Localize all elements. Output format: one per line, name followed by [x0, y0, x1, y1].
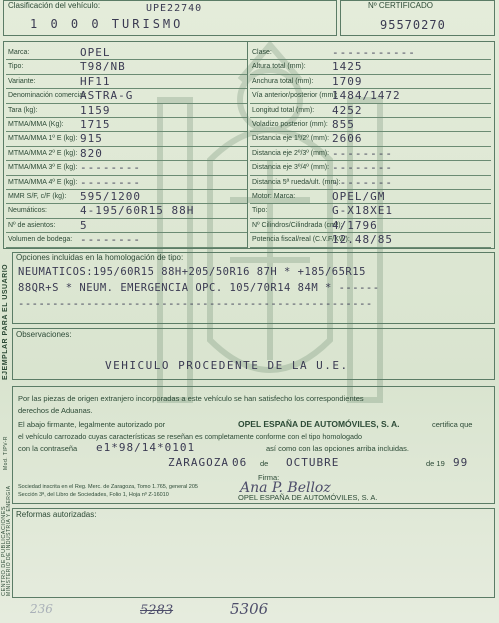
clasificacion-code: UPE22740 [146, 3, 203, 14]
field-label: Marca: [8, 49, 30, 56]
firma-label: Firma: [258, 473, 280, 482]
field-value: -------- [332, 146, 393, 160]
field-row-line [6, 146, 247, 147]
field-label: Clase: [252, 49, 272, 56]
mod-side-text: Mod. TIPV-R [3, 435, 9, 470]
month-value: OCTUBRE [286, 456, 340, 469]
aduanas-text-1: Por las piezas de origen extranjero incorporadas a este vehículo se han satisfecho los correspondientes [18, 394, 364, 403]
field-value: 4252 [332, 103, 363, 117]
field-row-line [6, 59, 247, 60]
field-value: 855 [332, 118, 355, 131]
field-value: -------- [332, 161, 393, 175]
clasificacion-value: 1 0 0 0 TURISMO [30, 17, 184, 31]
field-value: 1484/1472 [332, 89, 401, 103]
aduanas-text-2: derechos de Aduanas. [18, 406, 93, 415]
firmante-text-2: el vehículo carrozado cuyas características se reseñan es completamente conforme con el tipo homologado [18, 432, 362, 441]
field-label: Distancia 5ª rueda/ult. (mm): [252, 178, 341, 186]
field-row-line [6, 131, 247, 132]
field-value: OPEL/GM [332, 190, 386, 203]
firmante-text-3b: así como con las opciones arriba incluidas. [266, 444, 409, 453]
field-row-line [250, 103, 491, 104]
field-label: Variante: [8, 77, 36, 85]
year-prefix: de 19 [426, 459, 445, 468]
field-label: Vía anterior/posterior (mm): [252, 92, 338, 100]
city-value: ZARAGOZA [168, 456, 229, 469]
field-label: Distancia eje 3º/4º (mm): [252, 164, 330, 172]
ejemplar-side-text: EJEMPLAR PARA EL USUARIO [2, 263, 9, 380]
field-value: OPEL [80, 46, 111, 59]
observaciones-value: VEHICULO PROCEDENTE DE LA U.E. [105, 359, 349, 372]
field-label: MMR S/F, c/F (kg): [8, 193, 67, 200]
field-label: MTMA/MMA 4º E (kg): [8, 178, 78, 186]
field-label: Voladizo posterior (mm): [252, 121, 328, 128]
de-label: de [260, 459, 269, 468]
opciones-line-1: NEUMATICOS:195/60R15 88H+205/50R16 87H * +185/65R15 [18, 266, 366, 278]
centro-side-text: CENTRO DE PUBLICACIONES [1, 505, 7, 596]
field-value: -------- [80, 175, 141, 189]
field-label: Altura total (mm): [252, 63, 306, 71]
firmante-text-1b: certifica que [432, 420, 473, 429]
field-label: MTMA/MMA 3º E (kg): [8, 164, 78, 172]
field-row-line [6, 117, 247, 118]
field-label: Nº Cilindros/Cilindrada (cm³): [252, 221, 343, 229]
field-row-line [250, 117, 491, 118]
field-row-line [6, 247, 247, 248]
clasificacion-label: Clasificación del vehículo: [8, 1, 101, 10]
field-label: MTMA/MMA (Kg): [8, 121, 64, 128]
registro-line-2: Sección 3ª, del Libro de Sociedades, Folio 1, Hoja nº Z-16010 [18, 492, 169, 498]
field-label: Tipo: [8, 63, 24, 71]
field-value: ASTRA-G [80, 89, 134, 103]
year-suffix: 99 [453, 456, 469, 469]
ministerio-side-text: MINISTERIO DE INDUSTRIA Y ENERGIA [6, 485, 12, 596]
day-value: 06 [232, 456, 248, 469]
field-row-line [6, 218, 247, 219]
field-label: Tipo: [252, 207, 268, 215]
field-value: 1425 [332, 60, 363, 74]
field-value: -------- [80, 161, 141, 175]
field-value: 595/1200 [80, 190, 141, 203]
field-value: G-X18XE1 [332, 204, 393, 218]
field-value: 4-195/60R15 88H [80, 204, 195, 218]
field-row-line [250, 59, 491, 60]
company-footer: OPEL ESPAÑA DE AUTOMÓVILES, S. A. [238, 493, 378, 502]
handwritten-number-3: 5306 [230, 600, 269, 618]
field-label: Nº de asientos: [8, 221, 56, 229]
field-value: ----------- [332, 46, 416, 59]
field-label: Anchura total (mm): [252, 77, 314, 85]
field-row-line [250, 74, 491, 75]
field-label: Volumen de bodega: [8, 236, 73, 244]
opciones-label: Opciones incluidas en la homologación de tipo: [16, 253, 184, 262]
opciones-line-3: ---------------------------------------------------- [18, 298, 373, 310]
firmante-text-3a: con la contraseña [18, 444, 78, 453]
field-label: Neumáticos: [8, 207, 47, 215]
field-label: MTMA/MMA 2º E (kg): [8, 149, 78, 157]
field-value: 1709 [332, 74, 363, 88]
opciones-line-2: 88QR+S * NEUM. EMERGENCIA OPC. 105/70R14 84M * ------ [18, 282, 380, 294]
field-row-line [6, 103, 247, 104]
field-label: Distancia eje 1º/2º (mm): [252, 135, 330, 143]
registro-line-1: Sociedad inscrita en el Reg. Merc. de Zaragoza, Tomo 1.765, general 205 [18, 484, 198, 490]
field-label: Potencia fiscal/real (C.V.F/KW): [252, 236, 350, 244]
field-value: 2606 [332, 132, 363, 146]
certificado-value: 95570270 [380, 18, 446, 32]
reformas-label: Reformas autorizadas: [16, 510, 97, 519]
field-value: 5 [80, 218, 88, 232]
column-divider [247, 41, 248, 249]
field-value: 1715 [80, 118, 111, 131]
field-label: Longitud total (mm): [252, 106, 315, 114]
signature: Ana P. Belloz [240, 480, 331, 496]
firmante-company: OPEL ESPAÑA DE AUTOMÓVILES, S. A. [238, 419, 400, 429]
handwritten-number-2: 5283 [140, 603, 174, 618]
field-label: Denominación comercial: [8, 92, 87, 100]
field-value: 4/1796 [332, 218, 378, 232]
field-value: -------- [80, 233, 141, 247]
contrasena-value: e1*98/14*0101 [96, 441, 196, 454]
field-label: Tara (kg): [8, 106, 38, 114]
field-label: Distancia eje 2º/3º (mm): [252, 149, 330, 157]
certificado-label: Nº CERTIFICADO [368, 1, 433, 10]
observaciones-label: Observaciones: [16, 330, 72, 339]
field-row-line [250, 247, 491, 248]
field-value: 12.48/85 [332, 233, 393, 247]
observaciones-box [12, 328, 495, 380]
field-label: MTMA/MMA 1º E (kg): [8, 135, 78, 143]
reformas-box [12, 508, 495, 598]
field-label: Motor: Marca: [252, 193, 296, 200]
handwritten-number-1: 236 [30, 602, 53, 616]
field-value: HF11 [80, 74, 111, 88]
field-row-line [6, 74, 247, 75]
field-value: T98/NB [80, 60, 126, 74]
field-row-line [250, 131, 491, 132]
field-value: -------- [332, 175, 393, 189]
field-value: 820 [80, 146, 103, 160]
field-value: 915 [80, 132, 103, 146]
firmante-text-1: El abajo firmante, legalmente autorizado por [18, 420, 166, 429]
field-value: 1159 [80, 103, 111, 117]
